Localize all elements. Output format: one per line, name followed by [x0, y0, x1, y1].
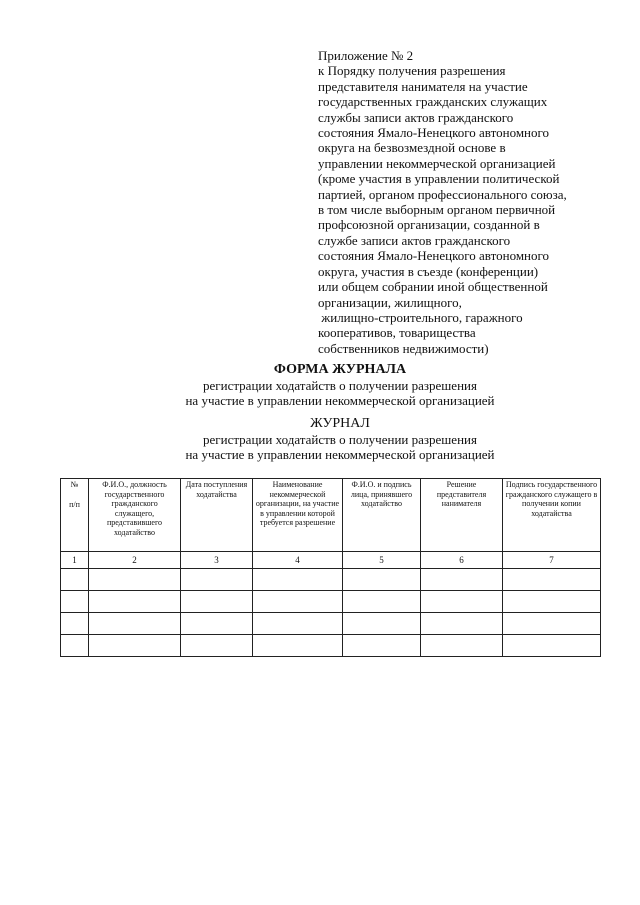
table-cell [253, 635, 343, 657]
journal-table [60, 478, 601, 657]
table-cell [343, 635, 421, 657]
appendix-line: (кроме участия в управлении политической [318, 171, 560, 187]
table-cell [61, 591, 89, 613]
appendix-block [318, 48, 618, 356]
form-title: ФОРМА ЖУРНАЛА [273, 362, 407, 377]
table-cell [503, 635, 601, 657]
appendix-line: округа, участия в съезде (конференции) [318, 263, 539, 279]
table-cell [89, 613, 181, 635]
appendix-line: кооперативов, товарищества [318, 325, 476, 341]
table-cell [421, 635, 503, 657]
journal-subtitle-line2: на участие в управлении некоммерческой организацией [185, 447, 495, 462]
appendix-line: к Порядку получения разрешения [318, 63, 506, 79]
table-cell [343, 591, 421, 613]
table-cell [343, 569, 421, 591]
column-number: 7 [503, 552, 601, 569]
table-row [61, 569, 601, 591]
column-number: 3 [181, 552, 253, 569]
header-cell-signature: Подпись государственного гражданского служащего в получении копии ходатайства [503, 479, 601, 552]
header-number-pp: п/п [69, 499, 80, 509]
table-cell [503, 613, 601, 635]
header-cell-organization: Наименование некоммерческой организации, на участие в управлении которой требуется разрешение [253, 479, 343, 552]
appendix-line: в том числе выборным органом первичной [318, 202, 556, 218]
table-cell [61, 613, 89, 635]
form-subtitle-line2: на участие в управлении некоммерческой организацией [185, 393, 495, 408]
column-number: 5 [343, 552, 421, 569]
journal-subtitle-line1: регистрации ходатайств о получении разрешения [203, 432, 477, 447]
table-cell [181, 613, 253, 635]
appendix-line: жилищно-строительного, гаражного [318, 309, 523, 325]
table-cell [181, 591, 253, 613]
header-cell-fio: Ф.И.О., должность государственного гражданского служащего, представившего ходатайство [89, 479, 181, 552]
table-cell [253, 613, 343, 635]
appendix-line: представителя нанимателя на участие [318, 78, 528, 94]
table-cell [181, 635, 253, 657]
header-number-sign: № [70, 480, 79, 489]
appendix-line: собственников недвижимости) [318, 340, 489, 356]
table-cell [421, 569, 503, 591]
header-cell-receiver: Ф.И.О. и подпись лица, принявшего ходатайство [343, 479, 421, 552]
appendix-line: состояния Ямало-Ненецкого автономного [318, 125, 550, 141]
appendix-line: партией, органом профессионального союза, [318, 186, 567, 202]
column-number: 6 [421, 552, 503, 569]
appendix-line: службе записи актов гражданского [318, 232, 511, 248]
header-cell-number [61, 479, 89, 552]
table-header-row [61, 479, 601, 552]
appendix-line: управлении некоммерческой организацией [318, 155, 556, 171]
column-number: 4 [253, 552, 343, 569]
appendix-line: округа на безвозмездной основе в [318, 140, 506, 156]
appendix-line: состояния Ямало-Ненецкого автономного [318, 248, 550, 264]
table-row [61, 635, 601, 657]
table-cell [89, 635, 181, 657]
table-cell [61, 635, 89, 657]
appendix-line: организации, жилищного, [318, 294, 462, 310]
appendix-title: Приложение № 2 [318, 48, 414, 63]
column-number: 2 [89, 552, 181, 569]
table-number-row [61, 552, 601, 569]
header-cell-decision: Решение представителя нанимателя [421, 479, 503, 552]
form-subtitle-line1: регистрации ходатайств о получении разрешения [203, 378, 477, 393]
table-row [61, 591, 601, 613]
table-cell [343, 613, 421, 635]
table-row [61, 613, 601, 635]
table-cell [253, 591, 343, 613]
table-cell [503, 569, 601, 591]
appendix-line: государственных гражданских служащих [318, 94, 548, 110]
table-cell [253, 569, 343, 591]
table-cell [181, 569, 253, 591]
table-cell [89, 591, 181, 613]
journal-title: ЖУРНАЛ [310, 416, 370, 431]
appendix-line: профсоюзной организации, созданной в [318, 217, 540, 233]
table-cell [421, 613, 503, 635]
appendix-line: службы записи актов гражданского [318, 109, 514, 125]
table-cell [61, 569, 89, 591]
column-number: 1 [61, 552, 89, 569]
table-cell [89, 569, 181, 591]
header-cell-date: Дата поступления ходатайства [181, 479, 253, 552]
table-cell [421, 591, 503, 613]
table-cell [503, 591, 601, 613]
appendix-line: или общем собрании иной общественной [318, 279, 548, 295]
